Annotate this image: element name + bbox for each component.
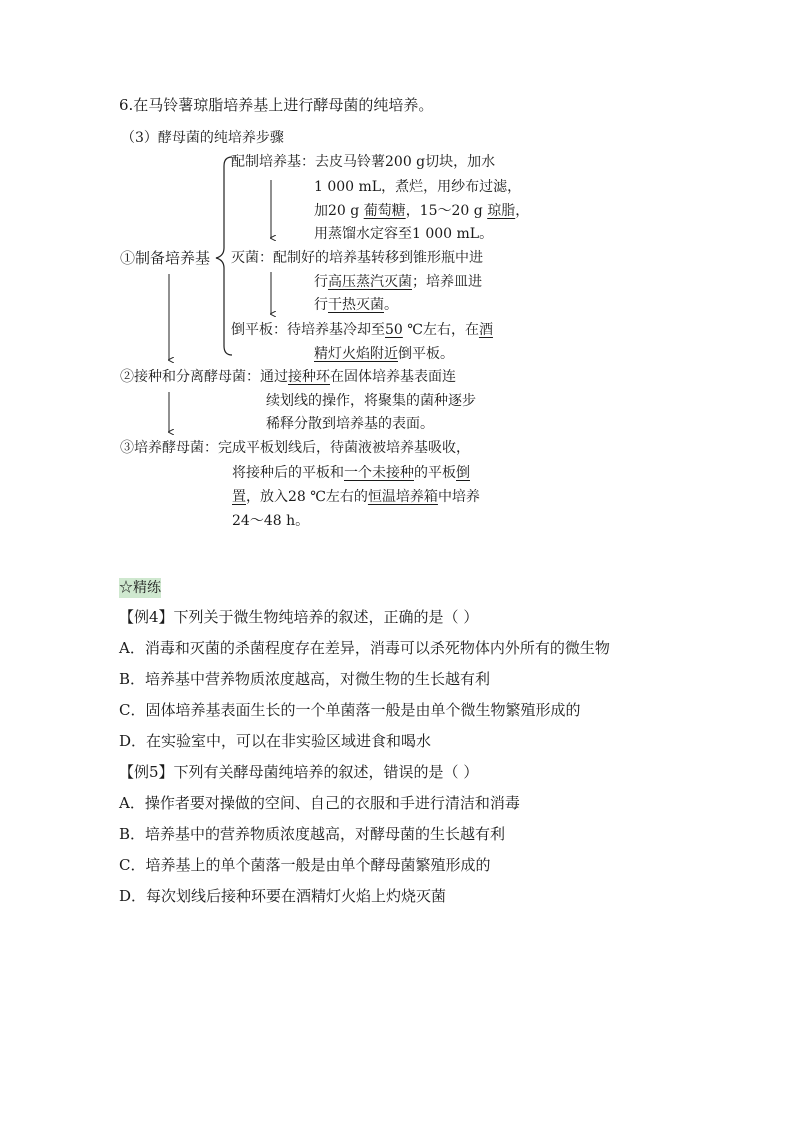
temp-term: 50 (385, 322, 403, 338)
step3-line-4: 24～48 h。 (232, 513, 310, 529)
flame-term: 精灯火焰附近 (314, 346, 398, 362)
prep-line-2: 1 000 mL，煮烂，用纱布过滤， (314, 179, 522, 195)
q5-option-a: A．操作者要对操做的空间、自己的衣服和手进行清洁和消毒 (119, 794, 520, 812)
brace-line (216, 157, 232, 355)
sub-heading: （3）酵母菌的纯培养步骤 (121, 130, 284, 146)
step3-line-1: ③培养酵母菌：完成平板划线后，待菌液被培养基吸收， (120, 440, 470, 456)
q4-stem: 【例4】下列关于微生物纯培养的叙述，正确的是（ ） (119, 608, 479, 626)
pour-line-1: 倒平板：待培养基冷却至50 ℃左右，在酒 (231, 322, 493, 338)
autoclave-term: 高压蒸汽灭菌 (328, 274, 412, 290)
q4-option-a: A．消毒和灭菌的杀菌程度存在差异，消毒可以杀死物体内外所有的微生物 (119, 639, 610, 657)
sterilize-line-2: 行高压蒸汽灭菌；培养皿进 (314, 274, 482, 290)
sterilize-line-3: 行干热灭菌。 (314, 297, 398, 313)
step3-line-3: 置，放入28 ℃左右的恒温培养箱中培养 (232, 489, 480, 505)
sterilize-line-1: 灭菌：配制好的培养基转移到锥形瓶中进 (231, 250, 483, 266)
q5-option-c: C．培养基上的单个菌落一般是由单个酵母菌繁殖形成的 (119, 856, 491, 874)
loop-term: 接种环 (288, 369, 330, 385)
prep-line-4: 用蒸馏水定容至1 000 mL。 (314, 226, 494, 242)
q5-option-b: B．培养基中的营养物质浓度越高，对酵母菌的生长越有利 (119, 825, 506, 843)
section-heading: 6.在马铃薯琼脂培养基上进行酵母菌的纯培养。 (119, 96, 434, 114)
practice-tag: ☆精练 (119, 580, 161, 596)
step2-line-3: 稀释分散到培养基的表面。 (266, 416, 434, 432)
agar-term: 琼脂 (487, 203, 516, 219)
step3-line-2: 将接种后的平板和一个未接种的平板倒 (232, 465, 470, 481)
q4-option-d: D．在实验室中，可以在非实验区域进食和喝水 (119, 732, 432, 750)
pour-line-2: 精灯火焰附近倒平板。 (314, 346, 454, 362)
q5-option-d: D．每次划线后接种环要在酒精灯火焰上灼烧灭菌 (119, 887, 447, 905)
uninoculated-term: 一个未接种 (344, 465, 414, 481)
dry-heat-term: 干热灭菌 (328, 297, 384, 313)
q5-stem: 【例5】下列有关酵母菌纯培养的叙述，错误的是（ ） (119, 763, 479, 781)
q4-option-c: C．固体培养基表面生长的一个单菌落一般是由单个微生物繁殖形成的 (119, 701, 581, 719)
step2-line-2: 续划线的操作，将聚集的菌种逐步 (266, 393, 476, 409)
step2-line-1: ②接种和分离酵母菌：通过接种环在固体培养基表面连 (120, 369, 456, 385)
prep-line-3: 加20 g 葡萄糖，15～20 g 琼脂， (314, 203, 530, 219)
incubator-term: 恒温培养箱 (367, 489, 438, 505)
prep-line-1: 配制培养基：去皮马铃薯200 g切块，加水 (231, 154, 496, 170)
q4-option-b: B．培养基中营养物质浓度越高，对微生物的生长越有利 (119, 670, 491, 688)
glucose-term: 葡萄糖 (363, 203, 406, 219)
step1-label: ①制备培养基 (120, 249, 211, 267)
